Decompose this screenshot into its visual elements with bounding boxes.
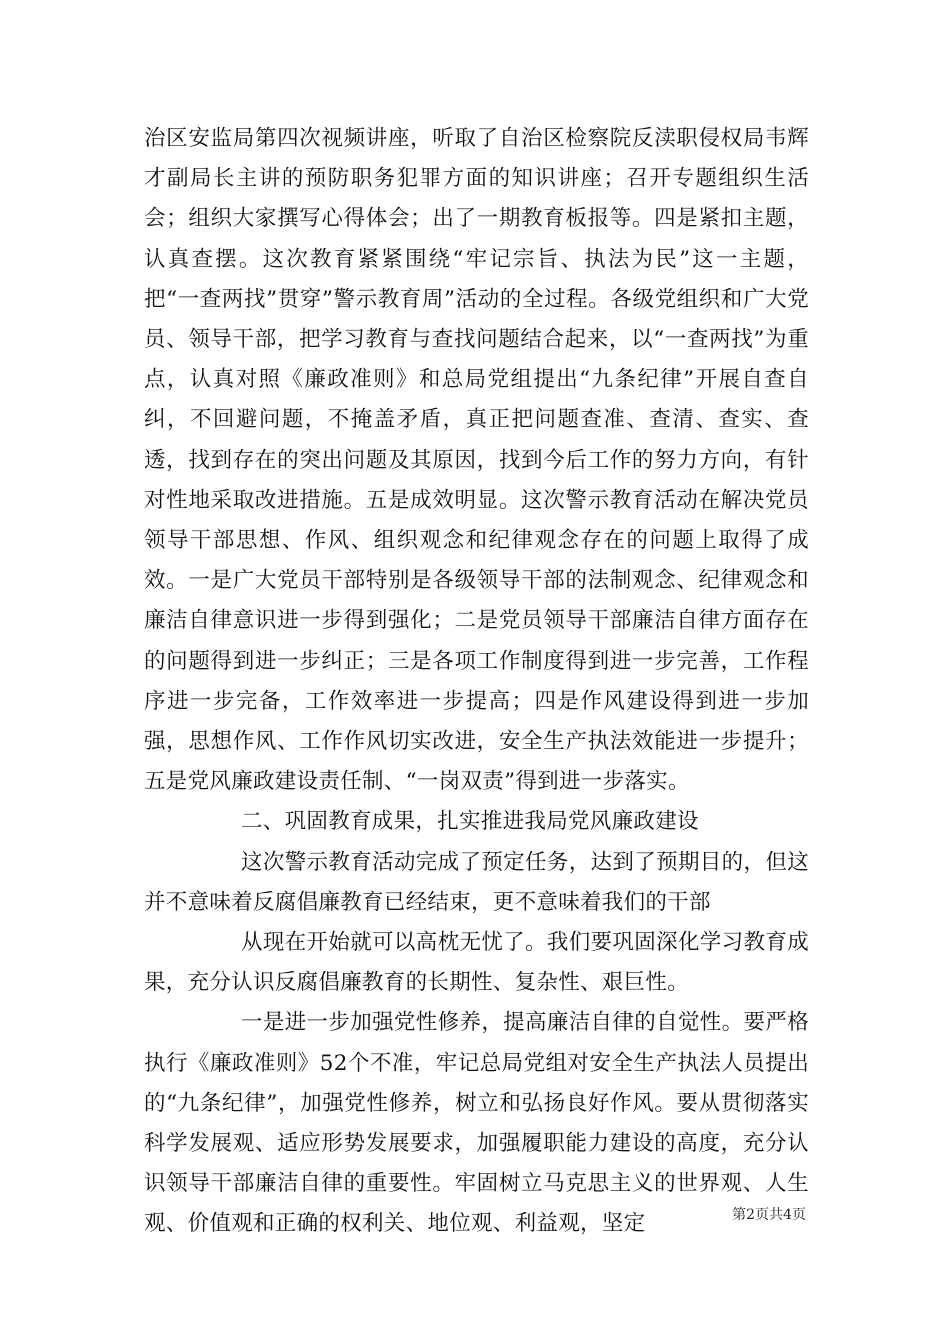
paragraph-consolidate: 从现在开始就可以高枕无忧了。我们要巩固深化学习教育成果，充分认识反腐倡廉教育的长期性、复杂性、艰巨性。 <box>144 930 809 996</box>
section-heading-2: 二、巩固教育成果，扎实推进我局党风廉政建设 <box>241 809 699 835</box>
paragraph-task-complete: 这次警示教育活动完成了预定任务，达到了预期目的，但这并不意味着反腐倡廉教育已经结束，更不意味着我们的干部 <box>144 849 809 915</box>
paragraph-party-cultivation: 一是进一步加强党性修养，提高廉洁自律的自觉性。要严格执行《廉政准则》52个不准，牢记总局党组对安全生产执法人员提出的“九条纪律”，加强党性修养，树立和弘扬良好作风。要从贯彻落实科学发展观、适应形势发展要求，加强履职能力建设的高度，充分认识领导干部廉洁自律的重要性。牢固树立马克思主义的世界观、人生观、价值观和正确的权利关、地位观、利益观，坚定 <box>144 1010 809 1237</box>
paragraph-summary-results: 治区安监局第四次视频讲座，听取了自治区检察院反渎职侵权局韦辉才副局长主讲的预防职务犯罪方面的知识讲座；召开专题组织生活会；组织大家撰写心得体会；出了一期教育板报等。四是紧扣主题，认真查摆。这次教育紧紧围绕“牢记宗旨、执法为民”这一主题，把“一查两找”贯穿”警示教育周”活动的全过程。各级党组织和广大党员、领导干部，把学习教育与查找问题结合起来，以“一查两找”为重点，认真对照《廉政准则》和总局党组提出“九条纪律”开展自查自纠，不回避问题，不掩盖矛盾，真正把问题查准、查清、查实、查透，找到存在的突出问题及其原因，找到今后工作的努力方向，有针对性地采取改进措施。五是成效明显。这次警示教育活动在解决党员领导干部思想、作风、组织观念和纪律观念存在的问题上取得了成效。一是广大党员干部特别是各级领导干部的法制观念、纪律观念和廉洁自律意识进一步得到强化；二是党员领导干部廉洁自律方面存在的问题得到进一步纠正；三是各项工作制度得到进一步完善，工作程序进一步完备，工作效率进一步提高；四是作风建设得到进一步加强，思想作风、工作作风切实改进，安全生产执法效能进一步提升；五是党风廉政建设责任制、“一岗双责”得到进一步落实。 <box>144 126 809 795</box>
page-number-footer: 第2页共4页 <box>732 1207 806 1223</box>
document-body <box>144 119 809 1245</box>
